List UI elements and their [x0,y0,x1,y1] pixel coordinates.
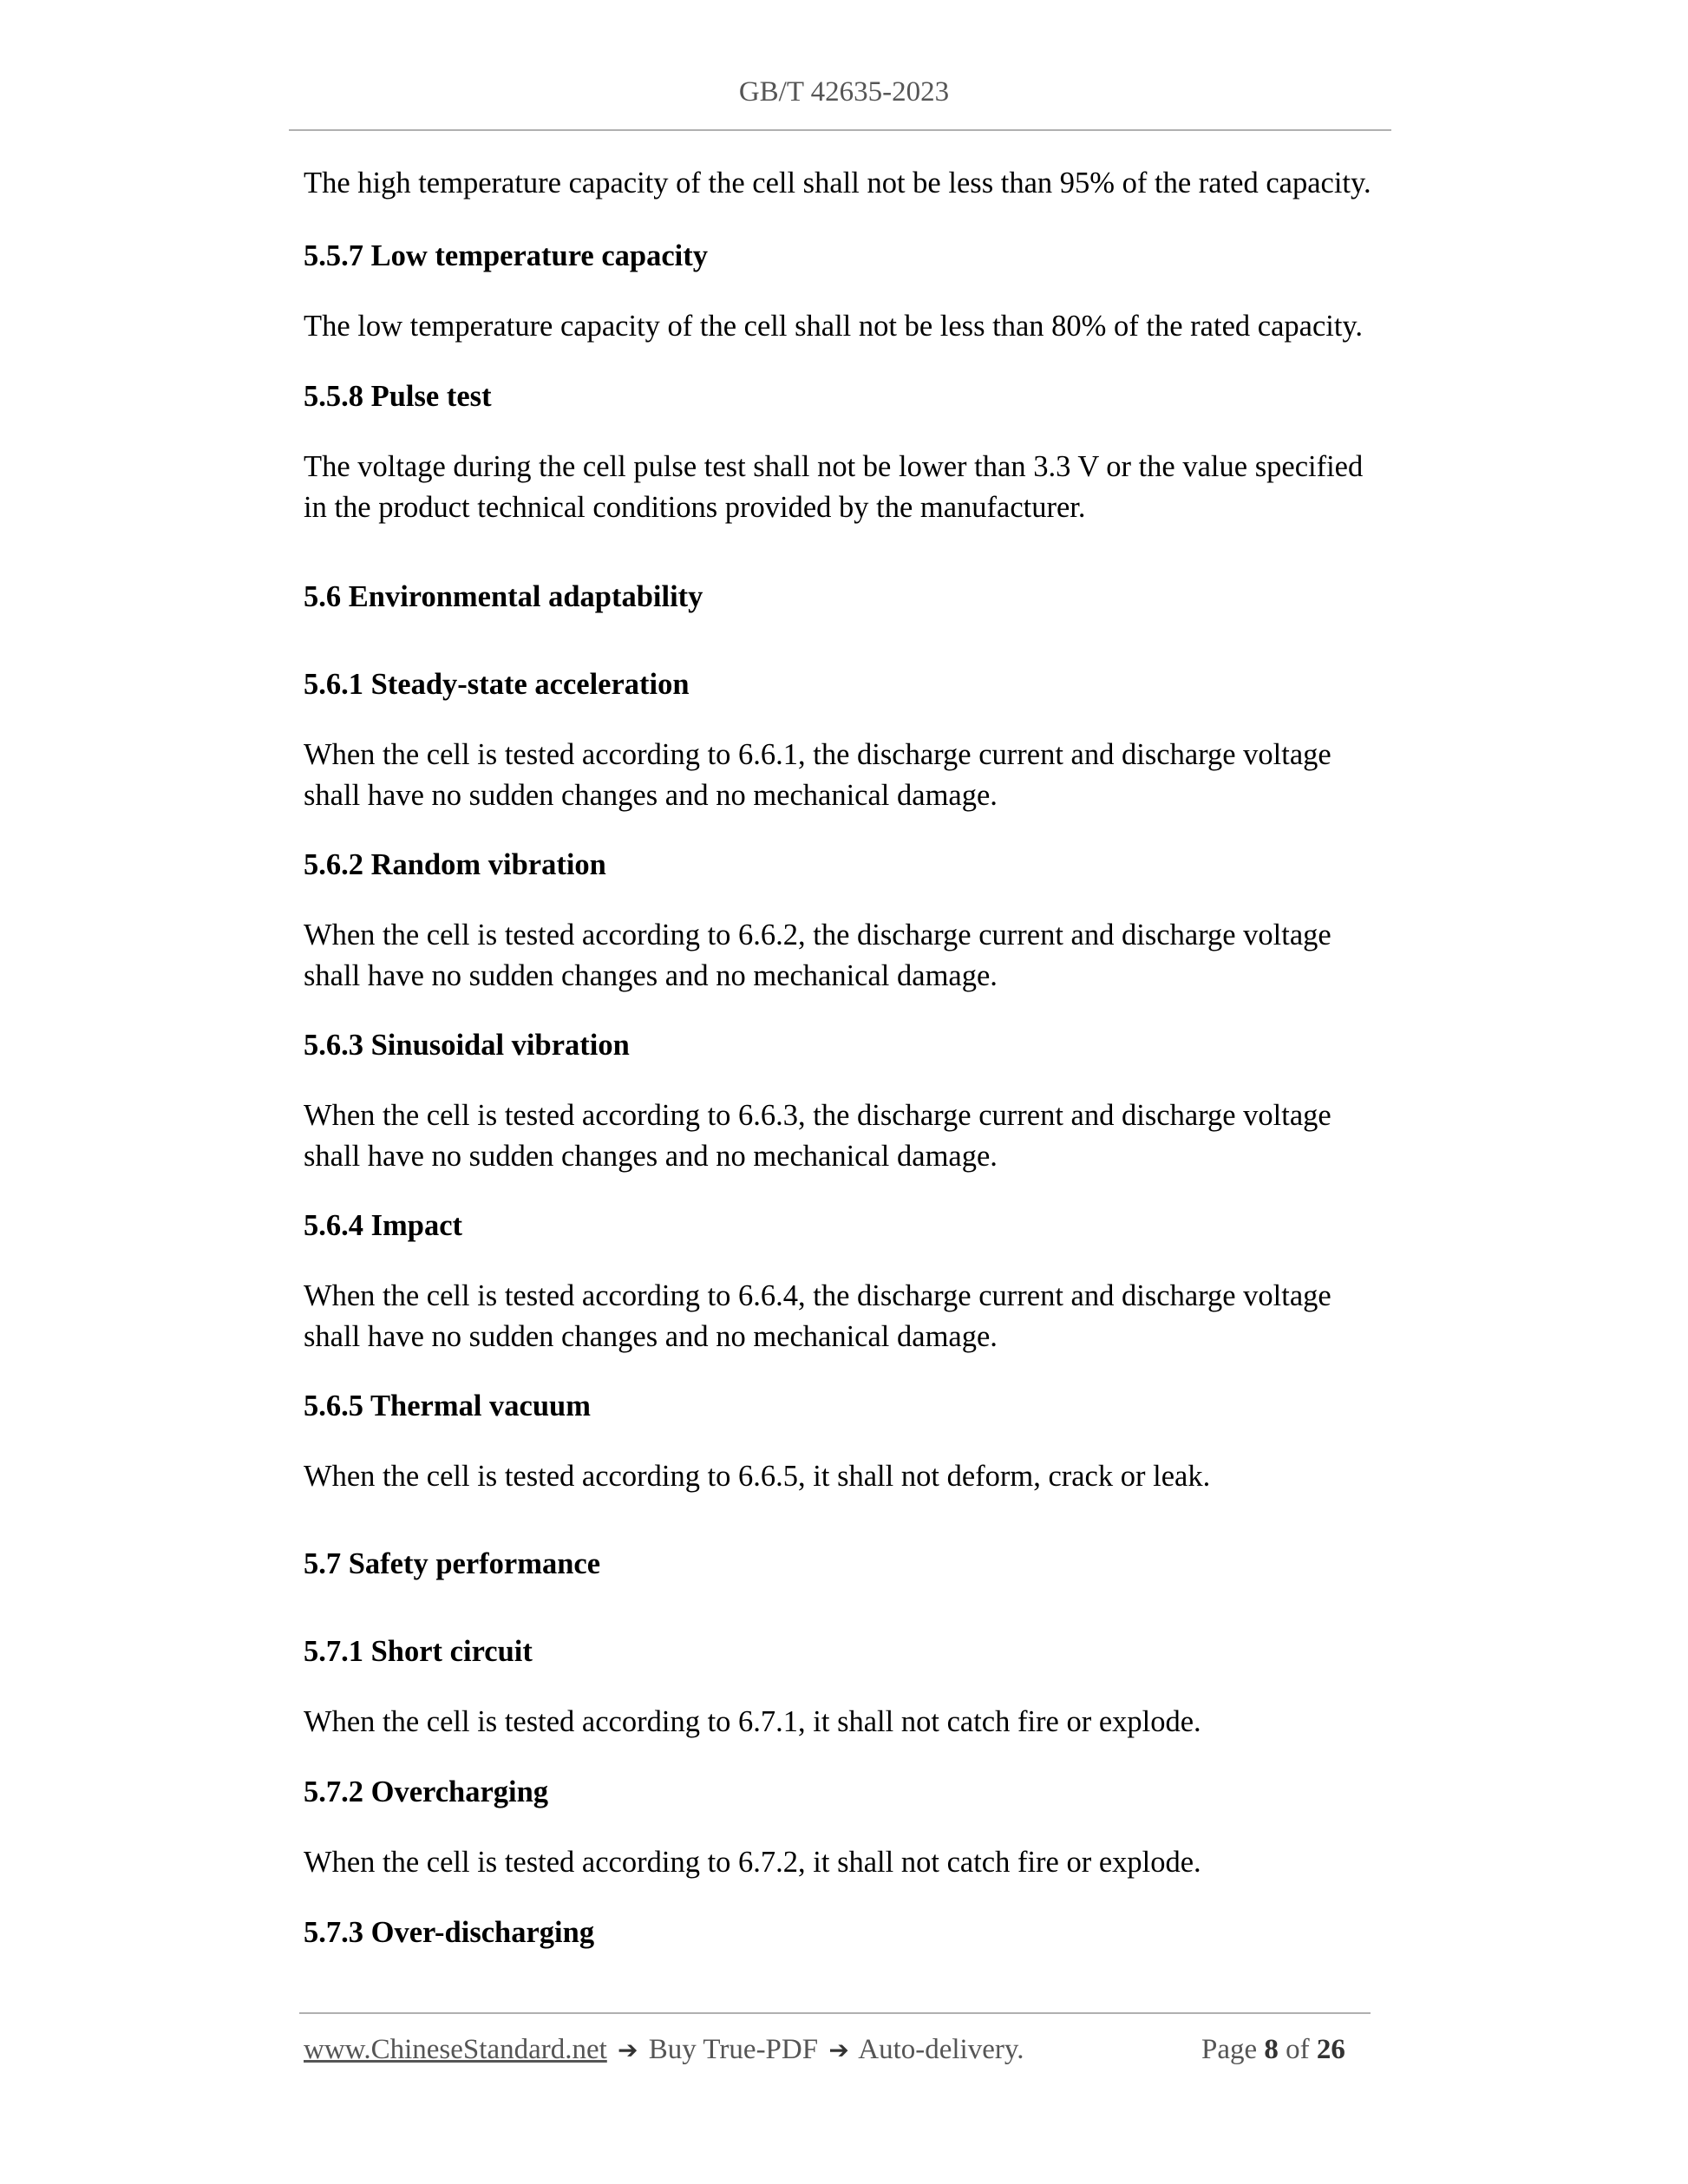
paragraph-line: in the product technical conditions provided by the manufacturer. [304,491,1086,524]
footer-divider [299,2012,1371,2014]
paragraph-line: When the cell is tested according to 6.6.3, the discharge current and discharge voltage [304,1099,1331,1132]
paragraph-line: shall have no sudden changes and no mechanical damage. [304,1140,998,1173]
paragraph-5-6-3 [304,1095,1392,1177]
paragraph-line: When the cell is tested according to 6.6.4, the discharge current and discharge voltage [304,1279,1331,1312]
document-id-header: GB/T 42635-2023 [738,76,950,108]
heading-5-7: 5.7 Safety performance [304,1547,601,1580]
heading-5-7-2: 5.7.2 Overcharging [304,1775,549,1808]
paragraph-line: shall have no sudden changes and no mechanical damage. [304,959,998,992]
chinesestandard-site-link[interactable]: www.ChineseStandard.net [304,2034,607,2065]
heading-5-6: 5.6 Environmental adaptability [304,580,703,613]
paragraph-5-7-2: When the cell is tested according to 6.7.2, it shall not catch fire or explode. [304,1846,1201,1879]
page-number [1201,2030,1345,2070]
heading-5-7-1: 5.7.1 Short circuit [304,1635,533,1668]
paragraph-5-6-1 [304,735,1392,816]
heading-5-6-4: 5.6.4 Impact [304,1209,463,1242]
page-current: 8 [1264,2034,1279,2065]
paragraph-line: shall have no sudden changes and no mechanical damage. [304,779,998,812]
buy-true-pdf-step: Buy True-PDF [648,2034,819,2065]
paragraph-line: shall have no sudden changes and no mechanical damage. [304,1320,998,1353]
paragraph-5-6-5: When the cell is tested according to 6.6.5, it shall not deform, crack or leak. [304,1460,1211,1493]
heading-5-6-5: 5.6.5 Thermal vacuum [304,1390,591,1422]
header-divider [289,129,1391,131]
page-label: Page [1201,2034,1258,2065]
heading-5-7-3: 5.7.3 Over-discharging [304,1916,595,1949]
paragraph-5-6-4 [304,1276,1392,1357]
paragraph-5-7-1: When the cell is tested according to 6.7.1, it shall not catch fire or explode. [304,1705,1201,1738]
paragraph-high-temp-capacity: The high temperature capacity of the cell shall not be less than 95% of the rated capacity. [304,167,1371,199]
heading-5-5-7: 5.5.7 Low temperature capacity [304,239,708,272]
paragraph-5-6-2 [304,915,1392,997]
arrow-right-icon: ➔ [618,2036,638,2064]
paragraph-line: When the cell is tested according to 6.6.1, the discharge current and discharge voltage [304,738,1331,771]
paragraph-line: When the cell is tested according to 6.6.2, the discharge current and discharge voltage [304,919,1331,951]
heading-5-6-2: 5.6.2 Random vibration [304,848,606,881]
heading-5-5-8: 5.5.8 Pulse test [304,380,492,413]
heading-5-6-3: 5.6.3 Sinusoidal vibration [304,1029,630,1062]
auto-delivery-step: Auto-delivery. [858,2034,1024,2065]
paragraph-5-5-8 [304,447,1392,528]
page-total: 26 [1316,2034,1345,2065]
paragraph-5-5-7: The low temperature capacity of the cell shall not be less than 80% of the rated capacity. [304,310,1364,343]
arrow-right-icon: ➔ [828,2036,849,2064]
heading-5-6-1: 5.6.1 Steady-state acceleration [304,668,690,701]
footer-purchase-links [304,2030,1024,2070]
page-of-label: of [1286,2034,1310,2065]
paragraph-line: The voltage during the cell pulse test shall not be lower than 3.3 V or the value specified [304,450,1364,483]
